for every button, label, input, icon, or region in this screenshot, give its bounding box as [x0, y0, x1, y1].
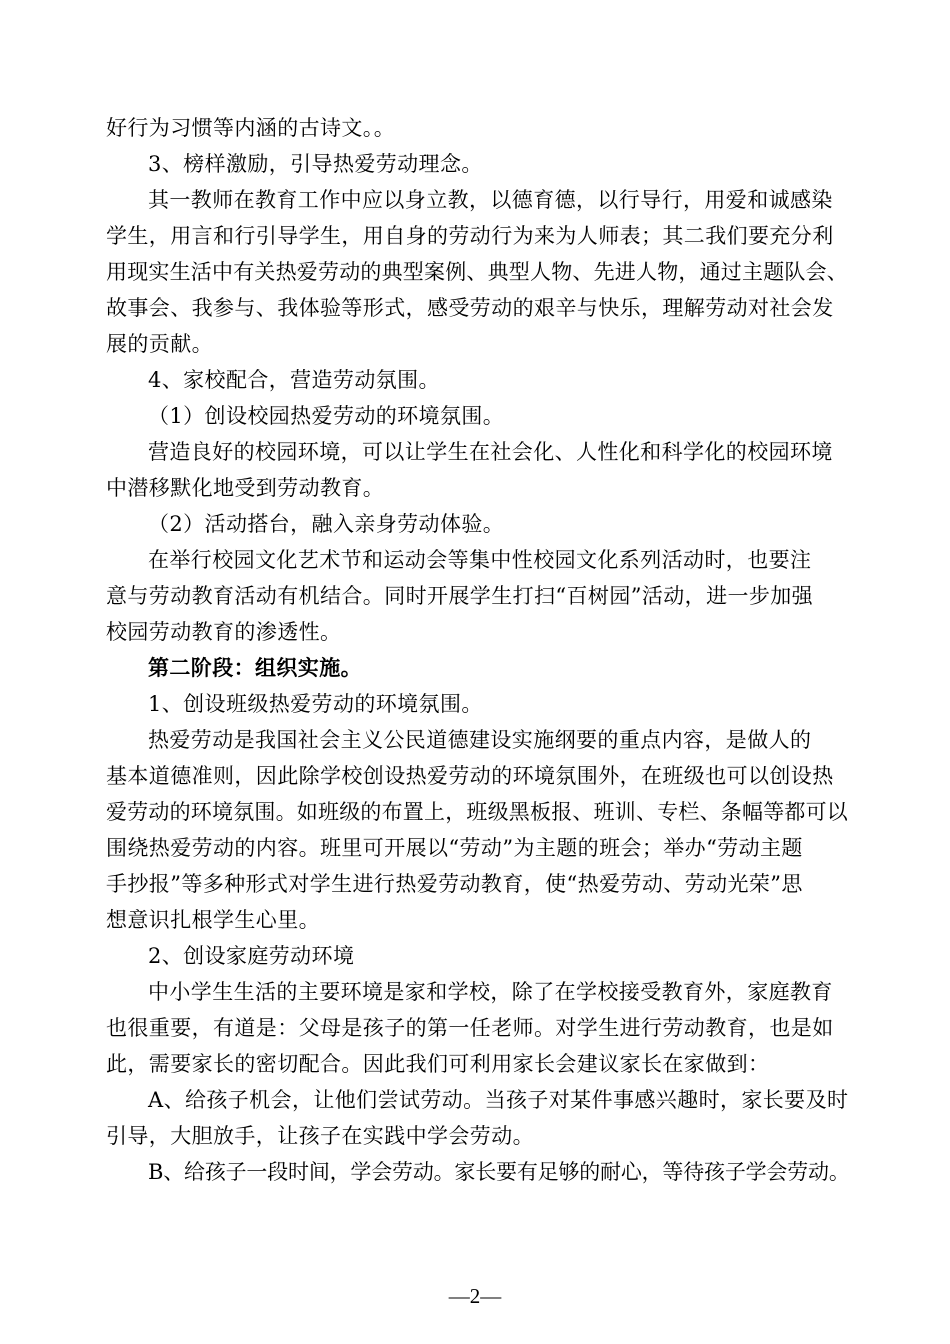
body-text-line: 此，需要家长的密切配合。因此我们可利用家长会建议家长在家做到： — [106, 1052, 770, 1076]
list-heading: 4、家校配合，营造劳动氛围。 — [148, 368, 440, 392]
body-text-line: 热爱劳动是我国社会主义公民道德建设实施纲要的重点内容，是做人的 — [148, 728, 812, 752]
body-text-line: 故事会、我参与、我体验等形式，感受劳动的艰辛与快乐，理解劳动对社会发 — [106, 296, 834, 320]
body-text-line: B、给孩子一段时间，学会劳动。家长要有足够的耐心，等待孩子学会劳动。 — [148, 1160, 850, 1184]
body-text-line: 引导，大胆放手，让孩子在实践中学会劳动。 — [106, 1124, 534, 1148]
sub-heading: （1）创设校园热爱劳动的环境氛围。 — [148, 404, 505, 428]
body-text-line: 用现实生活中有关热爱劳动的典型案例、典型人物、先进人物，通过主题队会、 — [106, 260, 848, 284]
body-text-line: 手抄报”等多种形式对学生进行热爱劳动教育，使“热爱劳动、劳动光荣”思 — [106, 872, 803, 896]
body-text-line: 校园劳动教育的渗透性。 — [106, 620, 342, 644]
body-text-line: 想意识扎根学生心里。 — [106, 908, 320, 932]
list-heading: 3、榜样激励，引导热爱劳动理念。 — [148, 152, 483, 176]
body-text-line: 基本道德准则，因此除学校创设热爱劳动的环境氛围外，在班级也可以创设热 — [106, 764, 834, 788]
section-heading: 第二阶段：组织实施。 — [148, 655, 362, 680]
page-number: —2— — [448, 1284, 502, 1308]
body-text-line: A、给孩子机会，让他们尝试劳动。当孩子对某件事感兴趣时，家长要及时 — [148, 1088, 849, 1112]
body-text-line: 在举行校园文化艺术节和运动会等集中性校园文化系列活动时，也要注 — [148, 548, 812, 572]
body-text-line: 爱劳动的环境氛围。如班级的布置上，班级黑板报、班训、专栏、条幅等都可以 — [106, 800, 848, 824]
body-text-line: 围绕热爱劳动的内容。班里可开展以“劳动”为主题的班会；举办“劳动主题 — [106, 836, 803, 860]
body-text-line: 其一教师在教育工作中应以身立教，以德育德，以行导行，用爱和诚感染 — [148, 188, 833, 212]
body-text-line: 也很重要，有道是：父母是孩子的第一任老师。对学生进行劳动教育，也是如 — [106, 1016, 834, 1040]
body-text-line: 意与劳动教育活动有机结合。同时开展学生打扫“百树园”活动，进一步加强 — [106, 584, 814, 608]
body-text-line: 中潜移默化地受到劳动教育。 — [106, 476, 385, 500]
body-text-line: 好行为习惯等内涵的古诗文。。 — [106, 116, 396, 140]
list-heading: 2、创设家庭劳动环境 — [148, 944, 355, 968]
body-text-line: 营造良好的校园环境，可以让学生在社会化、人性化和科学化的校园环境 — [148, 440, 833, 464]
list-heading: 1、创设班级热爱劳动的环境氛围。 — [148, 692, 483, 716]
body-text-line: 中小学生生活的主要环境是家和学校，除了在学校接受教育外，家庭教育 — [148, 980, 833, 1004]
body-text-line: 学生，用言和行引导学生，用自身的劳动行为来为人师表；其二我们要充分利 — [106, 224, 834, 248]
body-text-line: 展的贡献。 — [106, 332, 213, 356]
sub-heading: （2）活动搭台，融入亲身劳动体验。 — [148, 512, 505, 536]
